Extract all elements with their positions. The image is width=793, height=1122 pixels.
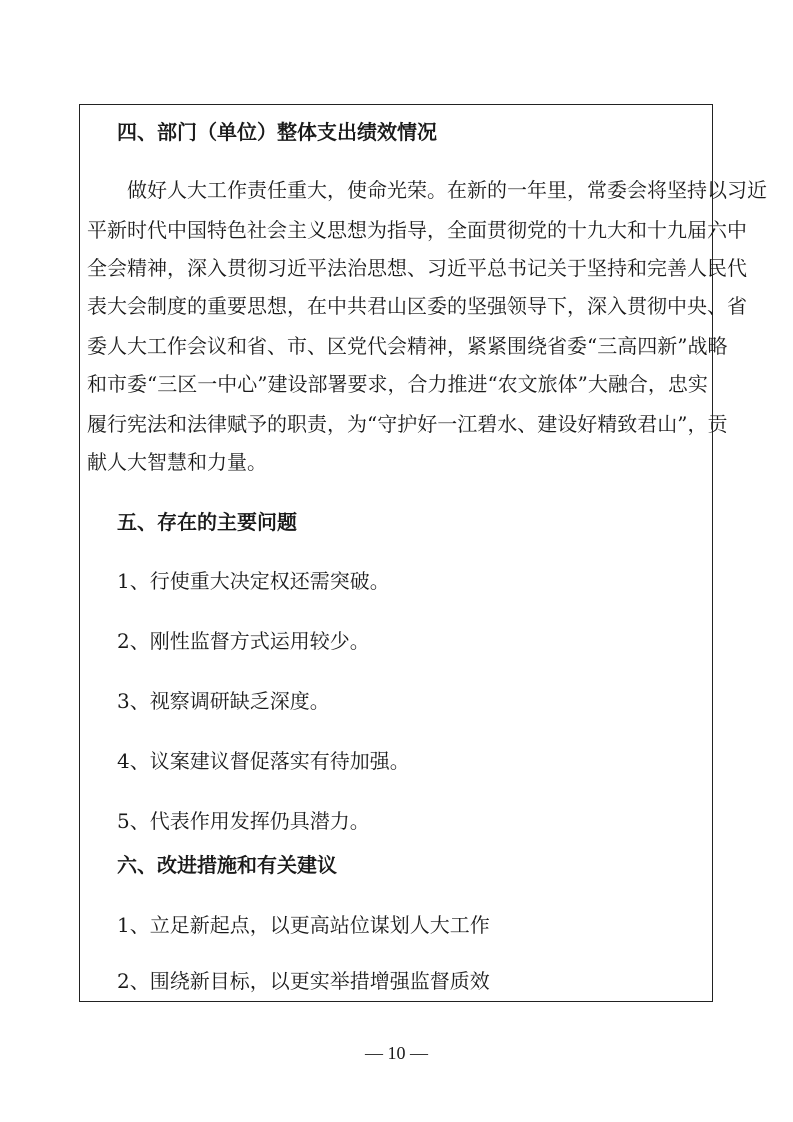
paragraph-line: 和市委“三区一中心”建设部署要求，合力推进“农文旅体”大融合，忠实	[87, 372, 708, 396]
problem-item: 4、议案建议督促落实有待加强。	[117, 749, 410, 773]
suggestion-item: 2、围绕新目标，以更实举措增强监督质效	[117, 969, 490, 993]
paragraph-line: 全会精神，深入贯彻习近平法治思想、习近平总书记关于坚持和完善人民代	[87, 256, 747, 280]
paragraph-line: 平新时代中国特色社会主义思想为指导，全面贯彻党的十九大和十九届六中	[87, 218, 747, 242]
paragraph-line: 履行宪法和法律赋予的职责，为“守护好一江碧水、建设好精致君山”，贡	[87, 412, 728, 436]
paragraph-line: 表大会制度的重要思想，在中共君山区委的坚强领导下，深入贯彻中央、省	[87, 294, 747, 318]
problem-item: 5、代表作用发挥仍具潜力。	[117, 809, 370, 833]
section-six-heading: 六、改进措施和有关建议	[117, 853, 337, 877]
problem-item: 1、行使重大决定权还需突破。	[117, 569, 390, 593]
problem-item: 2、刚性监督方式运用较少。	[117, 629, 370, 653]
problem-item: 3、视察调研缺乏深度。	[117, 689, 330, 713]
paragraph-line: 献人大智慧和力量。	[87, 450, 267, 474]
suggestion-item: 1、立足新起点，以更高站位谋划人大工作	[117, 913, 490, 937]
page-number: — 10 —	[365, 1043, 428, 1063]
paragraph-line: 委人大工作会议和省、市、区党代会精神，紧紧围绕省委“三高四新”战略	[87, 334, 728, 358]
section-five-heading: 五、存在的主要问题	[117, 510, 297, 534]
paragraph-line: 做好人大工作责任重大，使命光荣。在新的一年里，常委会将坚持以习近	[87, 178, 767, 202]
section-four-heading: 四、部门（单位）整体支出绩效情况	[117, 120, 437, 144]
